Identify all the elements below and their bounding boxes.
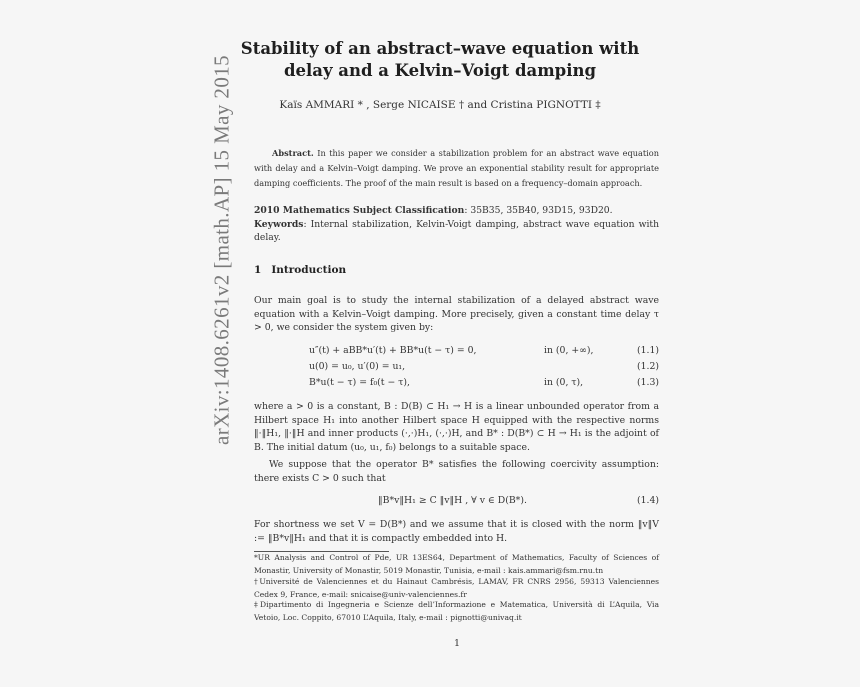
equation-1-1-domain: in (0, +∞),	[544, 345, 594, 356]
equation-1-3-lhs: B*u(t − τ) = f₀(t − τ),	[309, 377, 410, 388]
msc-line	[254, 204, 659, 218]
section-heading	[254, 264, 356, 276]
equation-1-1-number: (1.1)	[637, 345, 660, 356]
paragraph-operator-definition: where a > 0 is a constant, B : D(B) ⊂ H₁ → H is a linear unbounded operator from a Hilbert space H₁ into another Hilbert space H equipped with the respective norms ‖·‖H₁, ‖·‖H and inner products (·,·)H₁, (·,·)H, and B* : D(B*) ⊂ H → H₁ is the adjoint of B. The initial datum (u₀, u₁, f₀) belongs to a suitable space.	[254, 401, 659, 453]
equation-1-2-number: (1.2)	[637, 361, 660, 372]
abstract	[254, 146, 659, 192]
equation-1-4: ‖B*v‖H₁ ≥ C ‖v‖H , ∀ v ∈ D(B*).	[378, 495, 527, 506]
classification-block	[254, 204, 659, 245]
abstract-text: In this paper we consider a stabilization problem for an abstract wave equation with delay and a Kelvin–Voigt damping. We prove an exponential stability result for appropriate damping coefficients. The proof of the main result is based on a frequency–domain approach.	[254, 148, 659, 189]
equation-1-1-lhs: u″(t) + aBB*u′(t) + BB*u(t − τ) = 0,	[309, 345, 477, 356]
keywords-line	[254, 218, 659, 245]
paragraph-shortness: For shortness we set V = D(B*) and we assume that it is closed with the norm ‖v‖V := ‖B*v‖H₁ and that it is compactly embedded into H.	[254, 519, 659, 544]
section-title: Introduction	[271, 264, 347, 276]
paragraph-intro: Our main goal is to study the internal stabilization of a delayed abstract wave equation with a Kelvin–Voigt damping. More precisely, given a constant time delay τ > 0, we consider the system given by:	[254, 295, 659, 334]
equation-1-3-domain: in (0, τ),	[544, 377, 584, 388]
msc-label: 2010 Mathematics Subject Classification	[254, 205, 465, 216]
footnote-pignotti: ‡Dipartimento di Ingegneria e Scienze dell’Informazione e Matematica, Università di L’Aquila, Via Vetoio, Loc. Coppito, 67010 L’Aquila, Italy, e-mail : pignotti@univaq.it	[254, 600, 659, 622]
footnote-ammari: *UR Analysis and Control of Pde, UR 13ES64, Department of Mathematics, Faculty of Sciences of Monastir, University of Monastir, 5019 Monastir, Tunisia, e-mail : kais.ammari@fsm.rnu.tn	[254, 553, 659, 575]
equation-1-4-number: (1.4)	[637, 495, 660, 506]
keywords-label: Keywords	[254, 218, 304, 230]
section-number: 1	[254, 264, 262, 276]
footnote-nicaise: †Université de Valenciennes et du Hainaut Cambrésis, LAMAV, FR CNRS 2956, 59313 Valenciennes Cedex 9, France, e-mail: snicaise@univ-valenciennes.fr	[254, 577, 659, 599]
equation-1-3-number: (1.3)	[637, 377, 660, 388]
arxiv-stamp: arXiv:1408.6261v2 [math.AP] 15 May 2015	[209, 54, 234, 446]
page-number: 1	[454, 638, 461, 649]
abstract-label: Abstract.	[272, 148, 314, 158]
author-list: Kaïs AMMARI * , Serge NICAISE † and Cristina PIGNOTTI ‡	[279, 99, 601, 111]
keywords-value: : Internal stabilization, Kelvin-Voigt damping, abstract wave equation with delay.	[254, 218, 659, 244]
msc-value: : 35B35, 35B40, 93D15, 93D20.	[464, 205, 613, 216]
paragraph-coercivity: We suppose that the operator B* satisfies the following coercivity assumption: there exists C > 0 such that	[254, 459, 659, 484]
equation-1-2-lhs: u(0) = u₀, u′(0) = u₁,	[309, 361, 406, 372]
paper-title: Stability of an abstract–wave equation with delay and a Kelvin–Voigt damping	[240, 39, 640, 80]
